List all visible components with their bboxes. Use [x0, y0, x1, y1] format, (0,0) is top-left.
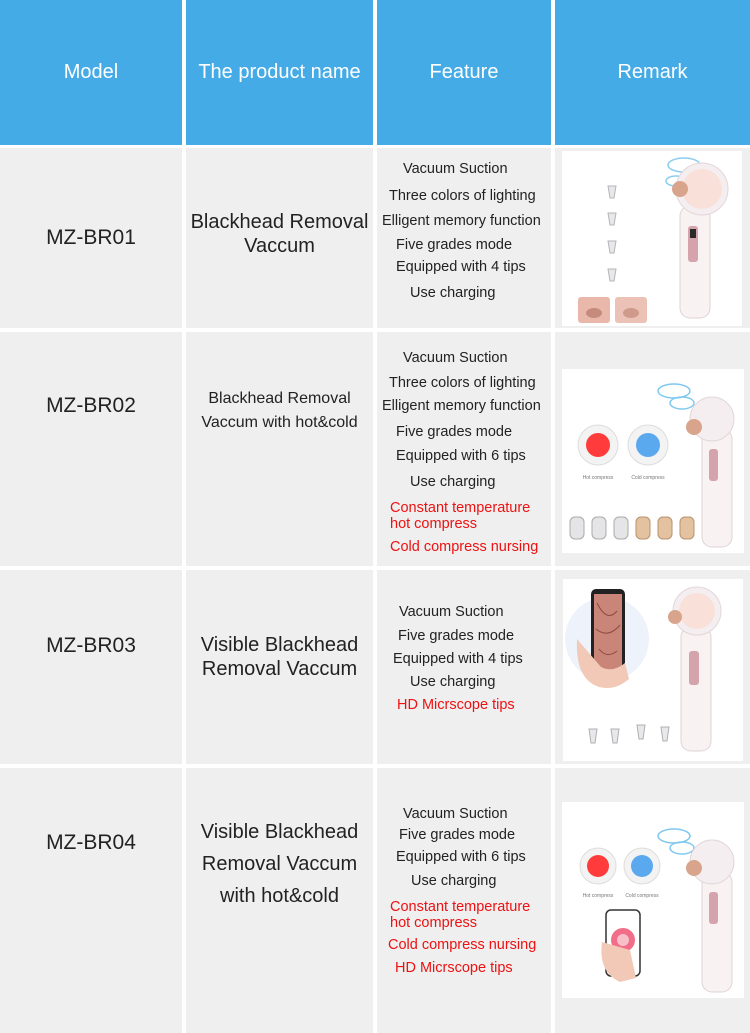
mist-icon	[658, 829, 694, 854]
feature-line: Vacuum Suction	[403, 350, 508, 366]
row2-product-image	[562, 369, 744, 553]
feature-line-highlight: Cold compress nursing	[390, 539, 539, 555]
row1-product-name-text: Blackhead Removal Vaccum	[190, 211, 369, 257]
row1-features	[377, 148, 551, 328]
feature-line-highlight: Constant temperature hot compress	[390, 500, 531, 532]
feature-line-highlight: Constant temperature hot compress	[390, 899, 531, 931]
tip-icon	[608, 186, 616, 281]
feature-line: Equipped with 6 tips	[396, 849, 526, 865]
device-icon	[668, 587, 721, 751]
row4-product-image	[562, 802, 744, 998]
cold-label: Cold compress	[625, 893, 659, 899]
feature-line: Five grades mode	[399, 827, 516, 843]
row2-product-name-text: Blackhead Removal Vaccum with hot&cold	[201, 390, 358, 431]
header-model: Model	[0, 0, 182, 145]
hot-label: Hot compress	[582, 475, 614, 481]
feature-line: Vacuum Suction	[403, 806, 508, 822]
device-icon	[686, 840, 734, 992]
row3-product-name-text: Visible Blackhead Removal Vaccum	[200, 634, 359, 680]
row2-product-name	[186, 332, 373, 566]
feature-line: Five grades mode	[396, 424, 513, 440]
row3-product-name	[186, 570, 373, 764]
tip-icon	[589, 725, 669, 743]
device-icon	[672, 163, 728, 318]
feature-line: Use charging	[410, 285, 496, 301]
feature-line: Use charging	[411, 873, 497, 889]
feature-line-highlight: Cold compress nursing	[388, 937, 537, 953]
feature-line: Five grades mode	[398, 628, 515, 644]
feature-line: Five grades mode	[396, 237, 513, 253]
row3-features	[377, 570, 551, 764]
row1-remark	[555, 148, 750, 328]
feature-line: Vacuum Suction	[403, 161, 508, 177]
row3-remark	[555, 570, 750, 764]
row2-model: MZ-BR02	[0, 332, 182, 566]
header-remark: Remark	[555, 0, 750, 145]
row1-product-image	[562, 151, 742, 326]
row4-model: MZ-BR04	[0, 768, 182, 1033]
feature-line: Equipped with 6 tips	[396, 448, 526, 464]
feature-line: Use charging	[410, 674, 496, 690]
tip-icon	[636, 517, 694, 539]
row4-product-name	[186, 768, 373, 1033]
cold-label: Cold compress	[631, 475, 665, 481]
row1-product-name	[186, 148, 373, 328]
feature-line: Three colors of lighting	[389, 375, 536, 391]
feature-line: Use charging	[410, 474, 496, 490]
row4-features	[377, 768, 551, 1033]
row4-product-name-text: Visible Blackhead Removal Vaccum with hot&cold	[200, 821, 359, 907]
mist-icon	[658, 384, 694, 409]
feature-line: Three colors of lighting	[389, 188, 536, 204]
header-feature: Feature	[377, 0, 551, 145]
nose-icon	[578, 297, 647, 323]
feature-line: Equipped with 4 tips	[396, 259, 526, 275]
feature-line: Elligent memory function	[382, 213, 541, 229]
row4-remark	[555, 768, 750, 1033]
row3-model: MZ-BR03	[0, 570, 182, 764]
feature-line: Vacuum Suction	[399, 604, 504, 620]
feature-line: Equipped with 4 tips	[393, 651, 523, 667]
feature-line-highlight: HD Micrscope tips	[395, 960, 513, 976]
feature-line-highlight: HD Micrscope tips	[397, 697, 515, 713]
row2-remark	[555, 332, 750, 566]
tip-icon	[570, 517, 628, 539]
hot-label: Hot compress	[582, 893, 614, 899]
feature-line: Elligent memory function	[382, 398, 541, 414]
row3-product-image	[563, 579, 743, 761]
row2-features	[377, 332, 551, 566]
header-product-name: The product name	[186, 0, 373, 145]
row1-model: MZ-BR01	[0, 148, 182, 328]
